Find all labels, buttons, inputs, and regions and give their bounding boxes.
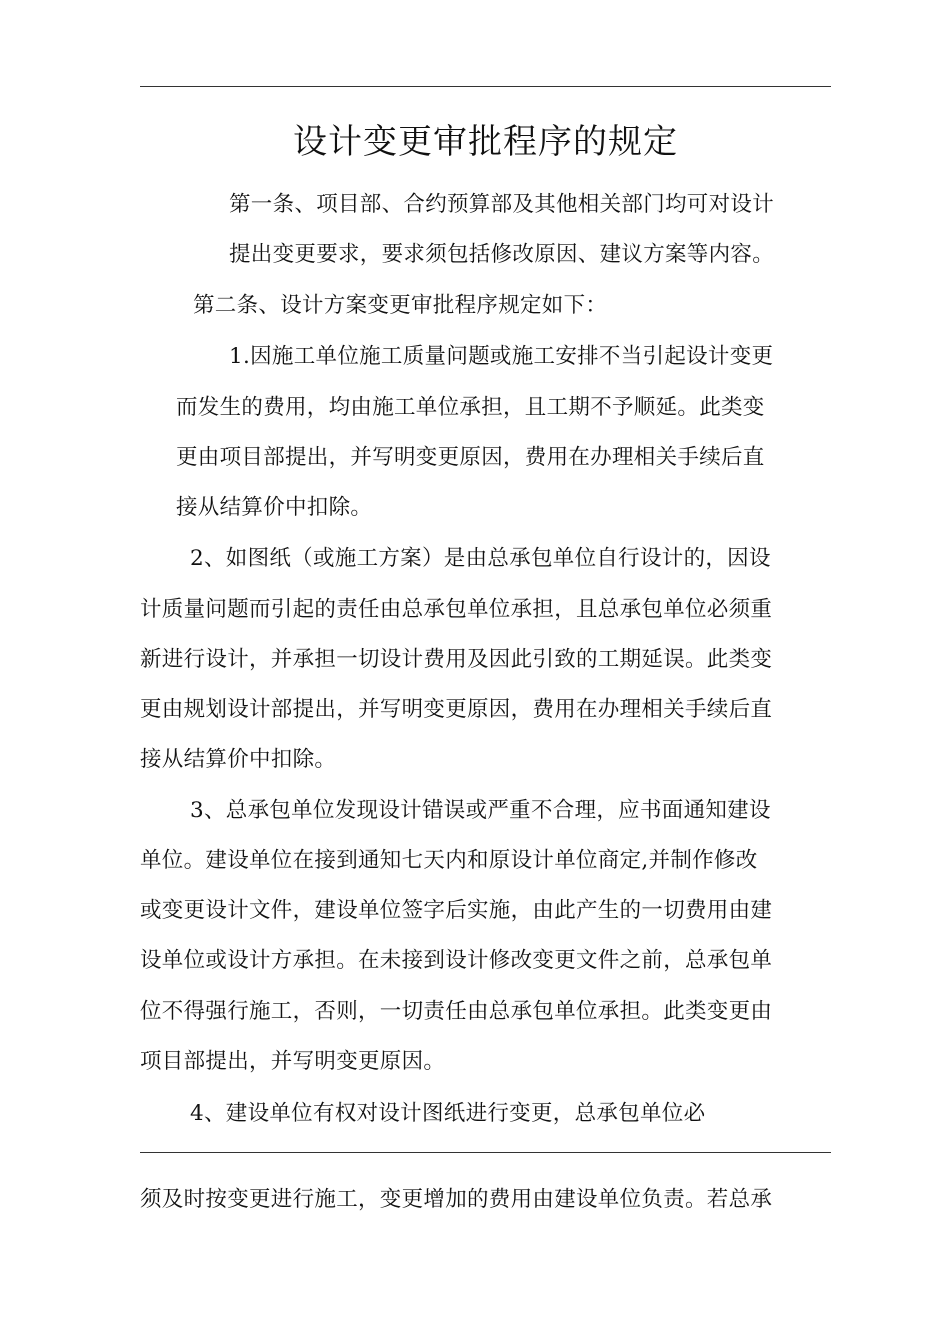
text-line: 提出变更要求，要求须包括修改原因、建议方案等内容。 <box>229 242 775 267</box>
text-line: 新进行设计，并承担一切设计费用及因此引致的工期延误。此类变 <box>140 647 773 672</box>
header-rule <box>140 86 831 87</box>
text-line: 3、总承包单位发现设计错误或严重不合理，应书面通知建设 <box>190 798 771 823</box>
text-line: 4、建设单位有权对设计图纸进行变更，总承包单位必 <box>190 1101 706 1126</box>
text-line: 或变更设计文件，建设单位签字后实施，由此产生的一切费用由建 <box>140 898 773 923</box>
text-line: 更由规划设计部提出，并写明变更原因，费用在办理相关手续后直 <box>140 697 773 722</box>
text-line: 计质量问题而引起的责任由总承包单位承担，且总承包单位必须重 <box>140 597 773 622</box>
text-line: 1.因施工单位施工质量问题或施工安排不当引起设计变更 <box>229 344 774 369</box>
text-line: 位不得强行施工，否则，一切责任由总承包单位承担。此类变更由 <box>140 999 773 1024</box>
text-line: 第二条、设计方案变更审批程序规定如下： <box>193 293 608 318</box>
text-line: 项目部提出，并写明变更原因。 <box>140 1049 446 1074</box>
text-line: 接从结算价中扣除。 <box>140 747 337 772</box>
document-title: 设计变更审批程序的规定 <box>293 122 678 162</box>
text-line: 须及时按变更进行施工，变更增加的费用由建设单位负责。若总承 <box>140 1187 773 1212</box>
text-line: 设单位或设计方承担。在未接到设计修改变更文件之前，总承包单 <box>140 948 773 973</box>
page-break-rule <box>140 1152 831 1153</box>
text-line: 单位。建设单位在接到通知七天内和原设计单位商定,并制作修改 <box>140 848 758 873</box>
text-line: 更由项目部提出，并写明变更原因，费用在办理相关手续后直 <box>176 445 765 470</box>
text-line: 接从结算价中扣除。 <box>176 495 373 520</box>
text-line: 第一条、项目部、合约预算部及其他相关部门均可对设计 <box>229 192 775 217</box>
text-line: 而发生的费用，均由施工单位承担，且工期不予顺延。此类变 <box>176 395 765 420</box>
text-line: 2、如图纸（或施工方案）是由总承包单位自行设计的，因设 <box>190 546 771 571</box>
